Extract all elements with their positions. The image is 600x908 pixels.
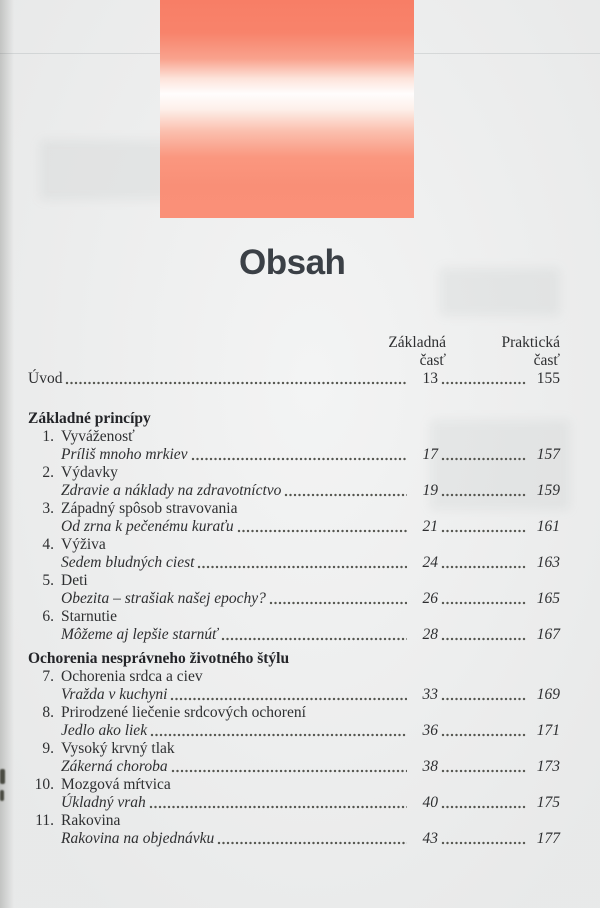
dotted-leader <box>441 798 527 812</box>
dotted-leader <box>441 522 527 536</box>
toc-sections <box>28 410 560 848</box>
entry-subtitle: Obezita – strašiak našej epochy? <box>61 590 266 607</box>
entry-number: 7. <box>42 668 54 685</box>
dotted-leader <box>441 594 527 608</box>
entry-number: 10. <box>34 776 54 793</box>
toc-entry-title-row <box>28 464 560 482</box>
entry-number: 11. <box>35 812 54 829</box>
entry-number: 1. <box>42 428 54 445</box>
page-number-practical: 169 <box>536 686 560 703</box>
entry-number: 8. <box>42 704 54 721</box>
entry-title: Mozgová mŕtvica <box>61 776 171 793</box>
intro-label: Úvod <box>28 370 63 387</box>
page-number-practical: 163 <box>536 554 560 571</box>
page-number-basic: 19 <box>422 482 438 499</box>
toc-entry-subtitle-row <box>28 446 560 464</box>
entry-number: 5. <box>42 572 54 589</box>
edge-ink-mark <box>0 790 4 801</box>
dotted-leader <box>441 726 527 740</box>
page-number-basic: 40 <box>422 794 438 811</box>
dotted-leader <box>237 522 407 536</box>
entry-title: Výživa <box>61 536 106 553</box>
page-number-basic: 33 <box>422 686 438 703</box>
page-number-practical: 167 <box>536 626 560 643</box>
entry-subtitle: Zdravie a náklady na zdravotníctvo <box>61 482 282 499</box>
dotted-leader <box>197 558 407 572</box>
entry-title: Prirodzené liečenie srdcových ochorení <box>61 704 306 721</box>
toc-entry-subtitle-row <box>28 758 560 776</box>
column-headers <box>28 334 560 370</box>
dotted-leader <box>441 690 527 704</box>
page-number-practical: 165 <box>536 590 560 607</box>
page-number-practical: 177 <box>536 830 560 847</box>
dotted-leader <box>217 834 407 848</box>
page-number-practical: 173 <box>536 758 560 775</box>
page-number-practical: 159 <box>536 482 560 499</box>
toc-section <box>28 410 560 644</box>
entry-number: 3. <box>42 500 54 517</box>
dotted-leader <box>441 486 527 500</box>
entry-number: 4. <box>42 536 54 553</box>
page-number-basic: 13 <box>422 370 438 387</box>
page-number-basic: 43 <box>422 830 438 847</box>
column-header-practical-part <box>446 334 560 370</box>
toc-section <box>28 650 560 848</box>
toc-entry-subtitle-row <box>28 830 560 848</box>
entry-subtitle: Od zrna k pečenému kuraťu <box>61 518 234 535</box>
dotted-leader <box>170 690 407 704</box>
toc-entry-title-row <box>28 500 560 518</box>
dotted-leader <box>269 594 407 608</box>
entry-subtitle: Vražda v kuchyni <box>61 686 168 703</box>
toc-entry-subtitle-row <box>28 626 560 644</box>
page-number-basic: 36 <box>422 722 438 739</box>
entry-subtitle: Zákerná choroba <box>61 758 168 775</box>
entry-title: Výdavky <box>61 464 118 481</box>
toc-row-intro <box>28 370 560 388</box>
edge-ink-mark <box>0 769 5 784</box>
page-number-basic: 28 <box>422 626 438 643</box>
toc-entry-subtitle-row <box>28 554 560 572</box>
entry-subtitle: Jedlo ako liek <box>61 722 148 739</box>
entry-title: Ochorenia srdca a ciev <box>61 668 203 685</box>
dotted-leader <box>191 450 407 464</box>
entry-subtitle: Príliš mnoho mrkiev <box>61 446 188 463</box>
dotted-leader <box>441 450 527 464</box>
toc-entry-title-row <box>28 572 560 590</box>
dotted-leader <box>441 834 527 848</box>
page-number-practical: 171 <box>536 722 560 739</box>
entry-title: Starnutie <box>61 608 117 625</box>
dotted-leader <box>150 726 407 740</box>
column-header-basic-part-label: Základná časť <box>388 334 446 369</box>
toc-entry-title-row <box>28 608 560 626</box>
entry-title: Vysoký krvný tlak <box>61 740 175 757</box>
entry-title: Rakovina <box>61 812 121 829</box>
toc-entry-subtitle-row <box>28 518 560 536</box>
dotted-leader <box>149 798 407 812</box>
page-title: Obsah <box>239 243 346 282</box>
toc-entry-title-row <box>28 776 560 794</box>
dotted-leader <box>65 374 407 388</box>
entry-title: Deti <box>61 572 88 589</box>
dotted-leader <box>171 762 407 776</box>
section-heading: Ochorenia nesprávneho životného štýlu <box>28 650 290 667</box>
dotted-leader <box>441 630 527 644</box>
entry-title: Vyváženosť <box>61 428 135 445</box>
entry-number: 6. <box>42 608 54 625</box>
page-number-practical: 155 <box>536 370 560 387</box>
toc-entry-title-row <box>28 812 560 830</box>
page-number-basic: 26 <box>422 590 438 607</box>
entry-subtitle: Rakovina na objednávku <box>61 830 215 847</box>
toc-entry-title-row <box>28 704 560 722</box>
column-header-practical-part-label: Praktická časť <box>501 334 560 369</box>
entry-subtitle: Môžeme aj lepšie starnúť <box>61 626 218 643</box>
dotted-leader <box>441 558 527 572</box>
toc-entry-title-row <box>28 536 560 554</box>
page-number-practical: 161 <box>536 518 560 535</box>
page-number-basic: 24 <box>422 554 438 571</box>
column-header-basic-part <box>28 334 446 370</box>
page-number-basic: 38 <box>422 758 438 775</box>
dotted-leader <box>221 630 407 644</box>
section-heading: Základné princípy <box>28 410 151 427</box>
toc-entry-title-row <box>28 428 560 446</box>
toc-entry-subtitle-row <box>28 590 560 608</box>
toc-entry-subtitle-row <box>28 482 560 500</box>
table-of-contents <box>28 334 560 848</box>
entry-title: Západný spôsob stravovania <box>61 500 238 517</box>
entry-subtitle: Úkladný vrah <box>61 794 146 811</box>
toc-entry-title-row <box>28 740 560 758</box>
entry-number: 2. <box>42 464 54 481</box>
entry-subtitle: Sedem bludných ciest <box>61 554 195 571</box>
page-number-basic: 17 <box>422 446 438 463</box>
page-number-practical: 175 <box>536 794 560 811</box>
toc-entry-subtitle-row <box>28 794 560 812</box>
entry-number: 9. <box>42 740 54 757</box>
dotted-leader <box>441 374 527 388</box>
dotted-leader <box>441 762 527 776</box>
decorative-color-block <box>160 0 414 218</box>
page-number-basic: 21 <box>422 518 438 535</box>
toc-entry-subtitle-row <box>28 722 560 740</box>
page-number-practical: 157 <box>536 446 560 463</box>
toc-entry-subtitle-row <box>28 686 560 704</box>
bleed-through-smudge <box>440 268 560 316</box>
dotted-leader <box>284 486 407 500</box>
toc-entry-title-row <box>28 668 560 686</box>
